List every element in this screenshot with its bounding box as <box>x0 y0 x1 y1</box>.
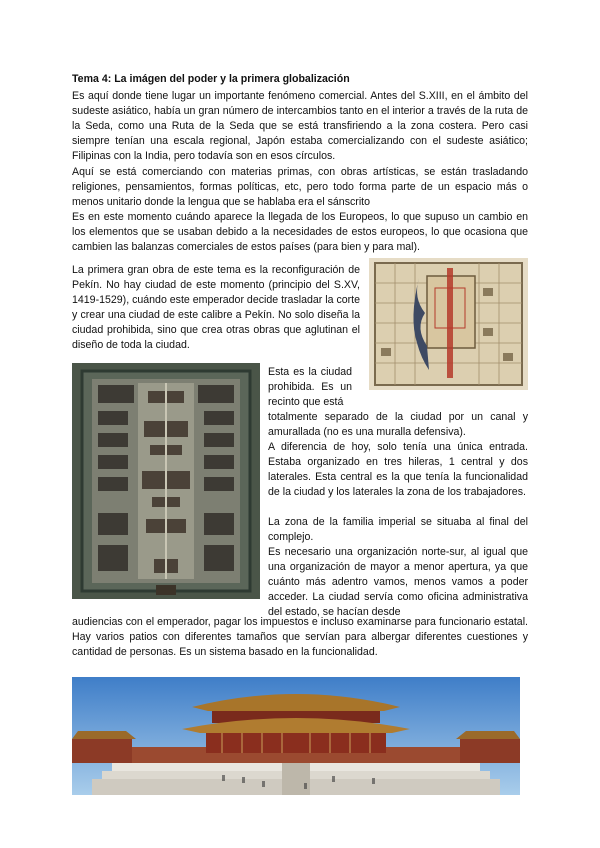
intro-paragraph-3: Es en este momento cuándo aparece la llegada de los Europeos, lo que supuso un cambio en los elementos que se usaban debido a la necesidades de estos europeos, lo que ocasiona que cambien las balanzas comerciales de estos países (para bien y para mal). <box>72 211 528 254</box>
intro-paragraph-2: Aquí se está comerciando con materias primas, con obras artísticas, se están trasladando religiones, pensamientos, formas políticas, etc, pero todo forma parte de un espacio más o menos unitario donde la lengua que se hablaba era el sánscrito <box>72 166 528 209</box>
forbidden-city-aerial-image <box>72 363 260 599</box>
pekin-paragraph-2-narrow: Esta es la ciudad prohibida. Es un recinto que está <box>268 366 352 409</box>
pekin-paragraph-1: La primera gran obra de este tema es la reconfiguración de Pekín. No hay ciudad de este momento (principio del S.XV, 1419-1529), cuándo este emperador decide trasladar la corte y crear una ciudad de este calibre a Pekín. No solo diseña la ciudad prohibida, sino que crea otras obras que aglutinan el diseño de toda la ciudad. <box>72 264 360 352</box>
intro-paragraph-1: Es aquí donde tiene lugar un importante fenómeno comercial. Antes del S.XIII, en el ámbito del sudeste asiático, había un gran número de intercambios tanto en el interior a través de la ruta de la Seda, como una Ruta de la Seda que se está transfiriendo a la zona costera. Pero casi siempre tenían una escala regional, Japón estaba comercializando con el sudeste asiático; Filipinas con la India, pero todavía son en esos círculos. <box>72 90 528 163</box>
pekin-paragraph-2-wide: totalmente separado de la ciudad por un canal y amurallada (no es una muralla defensiva). <box>268 411 528 439</box>
pekin-paragraph-3: A diferencia de hoy, solo tenía una única entrada. Estaba organizado en tres hileras, 1 central y dos laterales. Esta central es la que tenía la funcionalidad de la ciudad y los laterales la zona de los trabajadores. <box>268 441 528 499</box>
pekin-paragraph-6: audiencias con el emperador, pagar los impuestos e incluso examinarse para funcionario estatal. Hay varios patios con diferentes tamaños que servían para albergar diferentes cuestiones y cantidad de personas. Es un sistema basado en la funcionalidad. <box>72 616 528 659</box>
pekin-paragraph-4: La zona de la familia imperial se situaba al final del complejo. <box>268 516 528 544</box>
pekin-paragraph-5: Es necesario una organización norte-sur, al igual que una organización de mayor a menor apertura, ya que cuánto más adentro vamos, menos vamos a poder acceder. La ciudad servía como oficina administrativa del estado, se hacían desde <box>268 546 528 619</box>
page-title: Tema 4: La imágen del poder y la primera globalización <box>72 73 350 85</box>
beijing-city-map-image <box>369 258 528 390</box>
hall-of-supreme-harmony-photo <box>72 677 520 795</box>
